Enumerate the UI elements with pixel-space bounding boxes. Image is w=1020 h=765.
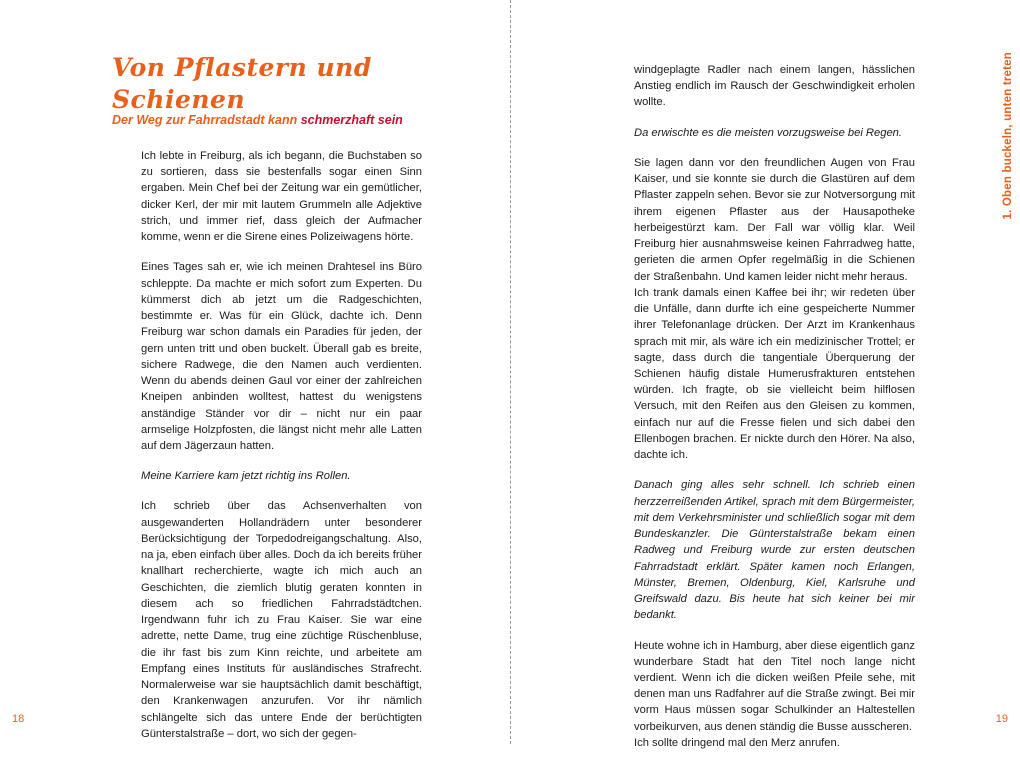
page-number-left: 18 [12,713,25,725]
left-text-column [141,148,422,756]
fold-line [510,0,511,744]
paragraph-italic: Danach ging alles sehr schnell. Ich schrieb einen herzzerreißenden Artikel, sprach mit dem Bürgermeister, mit dem Verkehrsminister und schließlich sogar mit dem Bundeskanzler. Die Günterstalstraße bekam einen Radweg und Freiburg wurde zur ersten deutschen Fahrradstadt erklärt. Später kamen noch Erlangen, Münster, Bremen, Oldenburg, Kiel, Karlsruhe und Greifswald dazu. Bis heute hat sich keiner bei mir bedankt. [634,479,915,622]
paragraph: Eines Tages sah er, wie ich meinen Drahtesel ins Büro schleppte. Da machte er mich sofort zum Experten. Du kümmerst dich ab jetzt um die Radgeschichten, bestimmte er. Was für ein Glück, dachte ich. Denn Freiburg war schon damals ein Paradies für jeden, der gern unten tritt und oben buckelt. Überall gab es breite, sichere Radwege, die den Namen auch verdienten. Wenn du abends deinen Gaul vor einer der zahlreichen Kneipen anbinden wolltest, hattest du wenigstens anständige Ständer vor dir – nicht nur ein paar armselige Holzpfosten, die längst nicht mehr alle Latten auf dem Jägerzaun hatten. [141,261,422,452]
page-subtitle-plain: Der Weg zur Fahrradstadt kann [112,113,301,127]
page-subtitle-highlight: schmerzhaft sein [300,113,403,127]
page-subtitle [112,113,442,127]
paragraph: Heute wohne ich in Hamburg, aber diese eigentlich ganz wunderbare Stadt hat den Titel noch lange nicht verdient. Wenn ich die dicken weißen Pfeile sehe, mit denen man uns Radfahrer auf die Straße zwingt. Bei mir vorm Haus müssen sogar Schulkinder an Haltestellen vorbeikurven, aus denen ständig die Busse ausscheren. [634,639,915,733]
paragraph-italic: Meine Karriere kam jetzt richtig ins Rollen. [141,470,351,483]
page-title: Von Pflastern und Schienen [112,53,372,114]
right-page [510,0,1020,749]
paragraph: windgeplagte Radler nach einem langen, hässlichen Anstieg endlich im Rausch der Geschwindigkeit erholen wollte. [634,64,915,109]
paragraph: Sie lagen dann vor den freundlichen Augen von Frau Kaiser, und sie konnte sie durch die Glastüren auf dem Pflaster zappeln sehen. Bevor sie zur Notversorgung mit ihrem eigenen Pflaster aus der Hausapotheke herbeigestürzt kam. Der Fall war völlig klar. Weil Freiburg hier ausnahmsweise keinen Fahrradweg hatte, gerieten die armen Opfer regelmäßig in die Schienen der Straßenbahn. Und kamen leider nicht mehr heraus. [634,156,915,283]
running-head: 1. Oben buckeln, unten treten [1002,52,1014,220]
paragraph-italic: Da erwischte es die meisten vorzugsweise bei Regen. [634,126,903,139]
paragraph: Ich sollte dringend mal den Merz anrufen. [634,736,840,749]
page-number-right: 19 [995,713,1008,725]
paragraph: Ich lebte in Freiburg, als ich begann, die Buchstaben so zu sortieren, dass sie bestenfalls sogar einen Sinn ergaben. Mein Chef bei der Zeitung war ein gemütlicher, dicker Kerl, der mir mit lautem Grummeln alle Adjektive strich, und immer rief, dass gleich der Aufmacher komme, wenn er die Sirene eines Polizeiwagens hörte. [141,150,422,244]
right-text-column [634,62,915,765]
paragraph: Ich trank damals einen Kaffee bei ihr; wir redeten über die Unfälle, dann durfte ich eine gespeicherte Nummer ihrer Telefonanlage drücken. Der Arzt im Krankenhaus sprach mit mir, als wäre ich ein medizinischer Trottel; er sagte, dass durch die tangentiale Überquerung der Schienen häufig distale Humerusfrakturen entstehen würden. Ich fragte, ob sie vielleicht beim hilflosen Versuch, mit den Reifen aus den Gleisen zu kommen, einfach nur auf die Fresse fielen und sich dabei den Ellenbogen brachen. Er nickte durch den Hörer. Na also, dachte ich. [634,286,915,462]
left-page [0,0,510,744]
paragraph: Ich schrieb über das Achsenverhalten von ausgewanderten Hollandrädern unter besonderer Berücksichtigung der Torpedodreigangschaltung. Also, na ja, eben einfach über alles. Doch da ich bereits früher knallhart recherchierte, wagte ich mich auch an Geschichten, die ziemlich blutig geraten konnten in diesem ach so friedlichen Fahrradstädtchen. Irgendwann fuhr ich zu Frau Kaiser. Sie war eine adrette, nette Dame, trug eine züchtige Rüschenbluse, die ihr fast bis zum Kinn reichte, und arbeitete am Empfang eines Instituts für ausländisches Strafrecht. Normalerweise war sie hauptsächlich damit beschäftigt, den Krankenwagen anzurufen. Vor ihr nämlich schlängelte sich das untere Ende der berüchtigten Günterstalstraße – dort, wo sich der gegen- [141,500,422,740]
